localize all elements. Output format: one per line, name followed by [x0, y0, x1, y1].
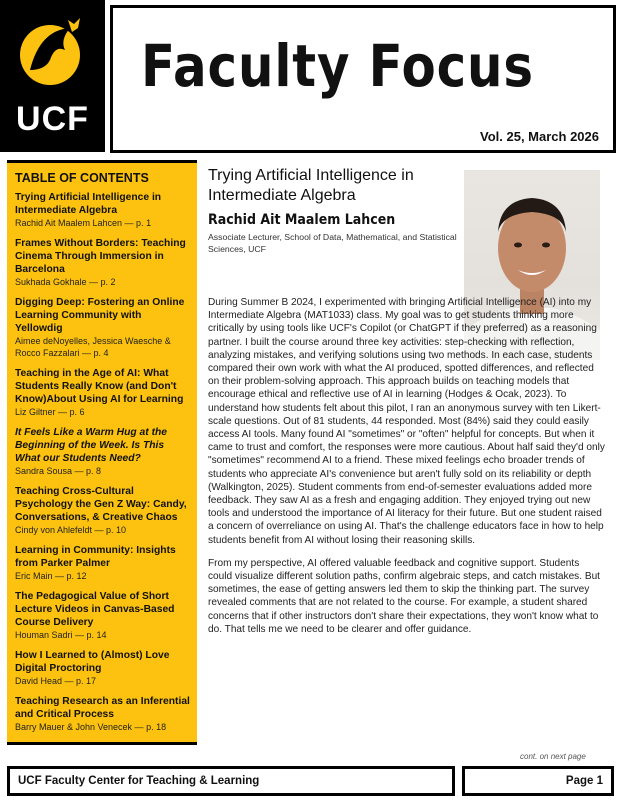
toc-item-title: The Pedagogical Value of Short Lecture Videos in Canvas-Based Course Delivery [15, 591, 175, 628]
toc-item[interactable] [15, 649, 191, 687]
toc-item-author: Cindy von Ahlefeldt — p. 10 [15, 525, 127, 535]
toc-item-author: Houman Sadri — p. 14 [15, 630, 107, 640]
toc-item-title: Teaching Cross-Cultural Psychology the Gen Z Way: Candy, Conversations, & Creative Chaos [15, 486, 187, 523]
toc-item-author: Eric Main — p. 12 [15, 571, 87, 581]
toc-item-title: It Feels Like a Warm Hug at the Beginning of the Week. Is This What our Students Need? [15, 427, 168, 464]
toc-item-author: Liz Giltner — p. 6 [15, 407, 85, 417]
masthead [110, 5, 616, 153]
continued-note: cont. on next page [520, 752, 586, 761]
toc-item[interactable] [15, 485, 191, 536]
toc-item-title: Teaching Research as an Inferential and Critical Process [15, 696, 190, 720]
pegasus-icon [10, 10, 95, 95]
toc-item[interactable] [15, 695, 191, 733]
article-author: Rachid Ait Maalem Lahcen [208, 212, 396, 228]
toc-item[interactable] [15, 367, 191, 418]
toc-item[interactable] [15, 590, 191, 641]
toc-item[interactable] [15, 296, 191, 359]
article-title: Trying Artificial Intelligence in Intermediate Algebra [208, 167, 414, 204]
author-affiliation: Associate Lecturer, School of Data, Mathematical, and Statistical Sciences, UCF [208, 232, 457, 254]
toc-item-title: How I Learned to (Almost) Love Digital Proctoring [15, 650, 170, 674]
toc-item-title: Frames Without Borders: Teaching Cinema Through Immersion in Barcelona [15, 238, 186, 275]
toc-item[interactable] [15, 544, 191, 582]
toc-item-author: Sukhada Gokhale — p. 2 [15, 277, 116, 287]
toc-item-title: Teaching in the Age of AI: What Students Really Know (and Don't Know)About Using AI for Learning [15, 368, 184, 405]
toc-item-title: Learning in Community: Insights from Parker Palmer [15, 545, 176, 569]
toc-item-author: Barry Mauer & John Venecek — p. 18 [15, 722, 167, 732]
footer-page-number: Page 1 [462, 766, 614, 796]
table-of-contents [7, 160, 197, 745]
toc-item-title: Trying Artificial Intelligence in Intermediate Algebra [15, 192, 162, 216]
ucf-logo [0, 0, 105, 152]
issue-volume: Vol. 25, March 2026 [480, 129, 599, 144]
toc-heading: TABLE OF CONTENTS [15, 171, 149, 185]
footer-organization: UCF Faculty Center for Teaching & Learning [7, 766, 455, 796]
toc-item-title: Digging Deep: Fostering an Online Learning Community with Yellowdig [15, 297, 185, 334]
publication-title: Faculty Focus [141, 32, 534, 100]
article-paragraph: During Summer B 2024, I experimented with bringing Artificial Intelligence (AI) into my Intermediate Algebra (MAT1033) class. My goal was to get students thinking more critically by using tools like UCF's Copilot (or ChatGPT if they preferred) as a reasoning partner. I built the course around three key activities: step-checking with reflection, analyzing mistakes, and verifying solutions using two methods. In each case, students compared their own work with what the AI produced, spotted differences, and reflected on their problem-solving approach. This approach builds on teaching models that encourage ethical and reflective use of AI in learning (Hodges & Ocak, 2023). To understand how students felt about this pilot, I ran an anonymous survey with ten Likert-scale questions. Out of 81 students, 44 responded. Most (84%) said they could easily access AI tools. Many found AI "sometimes" or "often" helpful for concepts. But when it came to trust and comfort, the responses were more cautious. About half said they'd only "sometimes" recommend AI to a friend. These mixed feelings echo broader trends of students who appreciate AI's convenience but aren't fully sold on its reliability or depth (Walkington, 2025). Student comments from end-of-semester evaluations added more feedback. They saw AI as a fresh and engaging addition. They enjoyed trying out new tools and understood the importance of AI literacy for their future. But one student raised a concern of overreliance on using AI. That's the challenge educators face in how to help students benefit from AI without losing their reasoning skills. [208, 297, 605, 546]
article-paragraph: From my perspective, AI offered valuable feedback and cognitive support. Students could visualize different solution paths, confirm algebraic steps, and catch mistakes. But sometimes, the ease of getting answers led them to skip the thinking part. The survey revealed comments that are not related to the course. For example, a student shared concerns that if other instructors don't share their expectations, they won't know what to do. That tells me we need to be clearer and offer guidance. [208, 557, 600, 635]
toc-item[interactable] [15, 426, 191, 477]
logo-text: UCF [16, 100, 89, 138]
toc-item[interactable] [15, 191, 191, 229]
toc-item-author: Sandra Sousa — p. 8 [15, 466, 102, 476]
toc-item-author: David Head — p. 17 [15, 676, 97, 686]
article-body [208, 296, 606, 646]
toc-item[interactable] [15, 237, 191, 288]
toc-item-author: Aimee deNoyelles, Jessica Waesche & Rocco Fazzalari — p. 4 [15, 336, 171, 358]
toc-item-author: Rachid Ait Maalem Lahcen — p. 1 [15, 218, 152, 228]
